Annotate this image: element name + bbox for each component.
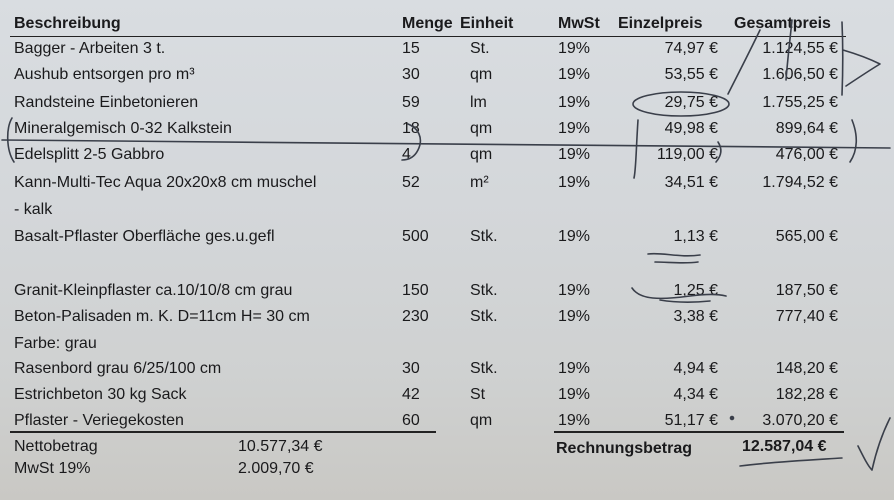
item-unit-price: 4,34 € [673,386,718,403]
item-quantity: 18 [402,120,420,137]
item-vat: 19% [558,174,591,191]
item-total: 1.606,50 € [762,66,838,83]
item-unit: St [470,386,486,403]
pen-total-underline [740,458,842,466]
item-unit-price: 3,38 € [673,308,718,325]
item-total: 1.124,55 € [762,40,838,57]
item-total: 148,20 € [775,360,838,377]
vat-value: 2.009,70 € [238,460,314,477]
footer-rule-left [10,431,436,433]
net-value: 10.577,34 € [238,438,323,455]
item-vat: 19% [558,386,591,403]
footer-rule-right [554,431,844,433]
item-description: Mineralgemisch 0-32 Kalkstein [14,120,232,137]
item-vat: 19% [558,308,591,325]
item-description: Randsteine Einbetonieren [14,94,199,111]
item-total: 476,00 € [775,146,838,163]
item-unit-price: 29,75 € [664,94,718,111]
item-unit-price: 1,25 € [673,282,718,299]
item-unit-price: 4,94 € [673,360,718,377]
item-vat: 19% [558,146,591,163]
item-quantity: 230 [402,308,429,325]
item-unit: Stk. [470,308,498,325]
item-description: Bagger - Arbeiten 3 t. [14,40,166,57]
item-unit: m² [470,174,489,191]
item-unit-price: 51,17 € [664,412,718,429]
item-vat: 19% [558,228,591,245]
pen-squiggle-4 [660,300,710,302]
item-quantity: 30 [402,360,420,377]
header-quantity: Menge [402,15,453,32]
header-vat: MwSt [558,15,600,32]
item-quantity: 500 [402,228,429,245]
header-total-price: Gesamtpreis [734,15,831,32]
vat-label: MwSt 19% [14,460,91,477]
item-description: Rasenbord grau 6/25/100 cm [14,360,222,377]
item-vat: 19% [558,66,591,83]
item-unit-price: 119,00 € [656,146,718,163]
item-unit: Stk. [470,360,498,377]
item-quantity: 4 [402,146,411,163]
item-unit-price: 74,97 € [664,40,718,57]
item-total: 1.794,52 € [762,174,838,191]
invoice-value: 12.587,04 € [742,438,827,455]
item-total: 182,28 € [775,386,838,403]
item-unit-price: 1,13 € [673,228,718,245]
item-quantity: 52 [402,174,420,191]
item-unit-price: 53,55 € [664,66,718,83]
item-quantity: 150 [402,282,429,299]
item-vat: 19% [558,412,591,429]
pen-squiggle-2 [655,262,698,263]
item-unit: St. [470,40,490,57]
item-description: Basalt-Pflaster Oberfläche ges.u.gefl [14,228,275,245]
item-quantity: 60 [402,412,420,429]
item-unit: qm [470,120,493,137]
item-description: Kann-Multi-Tec Aqua 20x20x8 cm muschel [14,174,317,191]
item-total: 187,50 € [775,282,838,299]
item-unit-price: 49,98 € [664,120,718,137]
invoice-label: Rechnungsbetrag [556,440,693,457]
item-description-continued: Farbe: grau [14,335,97,352]
item-vat: 19% [558,40,591,57]
item-total: 777,40 € [775,308,838,325]
pen-right-shape [843,50,880,86]
pen-right-shape-2 [842,22,843,95]
item-quantity: 42 [402,386,420,403]
item-quantity: 59 [402,94,420,111]
item-vat: 19% [558,94,591,111]
item-unit: lm [470,94,487,111]
header-description: Beschreibung [14,15,121,32]
item-description: Estrichbeton 30 kg Sack [14,386,187,403]
item-unit: Stk. [470,282,498,299]
item-description: Pflaster - Veriegekosten [14,412,184,429]
pen-squiggle-1 [648,254,700,256]
item-total: 899,64 € [775,120,838,137]
item-vat: 19% [558,120,591,137]
item-description: Aushub entsorgen pro m³ [14,66,195,83]
item-description: Beton-Palisaden m. K. D=11cm H= 30 cm [14,308,310,325]
item-description-continued: - kalk [14,201,53,218]
pen-check-mark [858,418,890,470]
item-description: Edelsplitt 2-5 Gabbro [14,146,165,163]
item-unit: qm [470,412,493,429]
item-total: 565,00 € [775,228,838,245]
item-vat: 19% [558,360,591,377]
net-label: Nettobetrag [14,438,98,455]
pen-right-bracket [850,120,856,162]
item-total: 3.070,20 € [762,412,838,429]
item-vat: 19% [558,282,591,299]
item-quantity: 30 [402,66,420,83]
header-unit-price: Einzelpreis [618,15,703,32]
item-quantity: 15 [402,40,420,57]
item-description: Granit-Kleinpflaster ca.10/10/8 cm grau [14,282,293,299]
item-unit-price: 34,51 € [664,174,718,191]
item-total: 1.755,25 € [762,94,838,111]
item-unit: qm [470,146,493,163]
item-unit: qm [470,66,493,83]
item-unit: Stk. [470,228,498,245]
header-rule [10,36,846,37]
header-unit: Einheit [460,15,514,32]
